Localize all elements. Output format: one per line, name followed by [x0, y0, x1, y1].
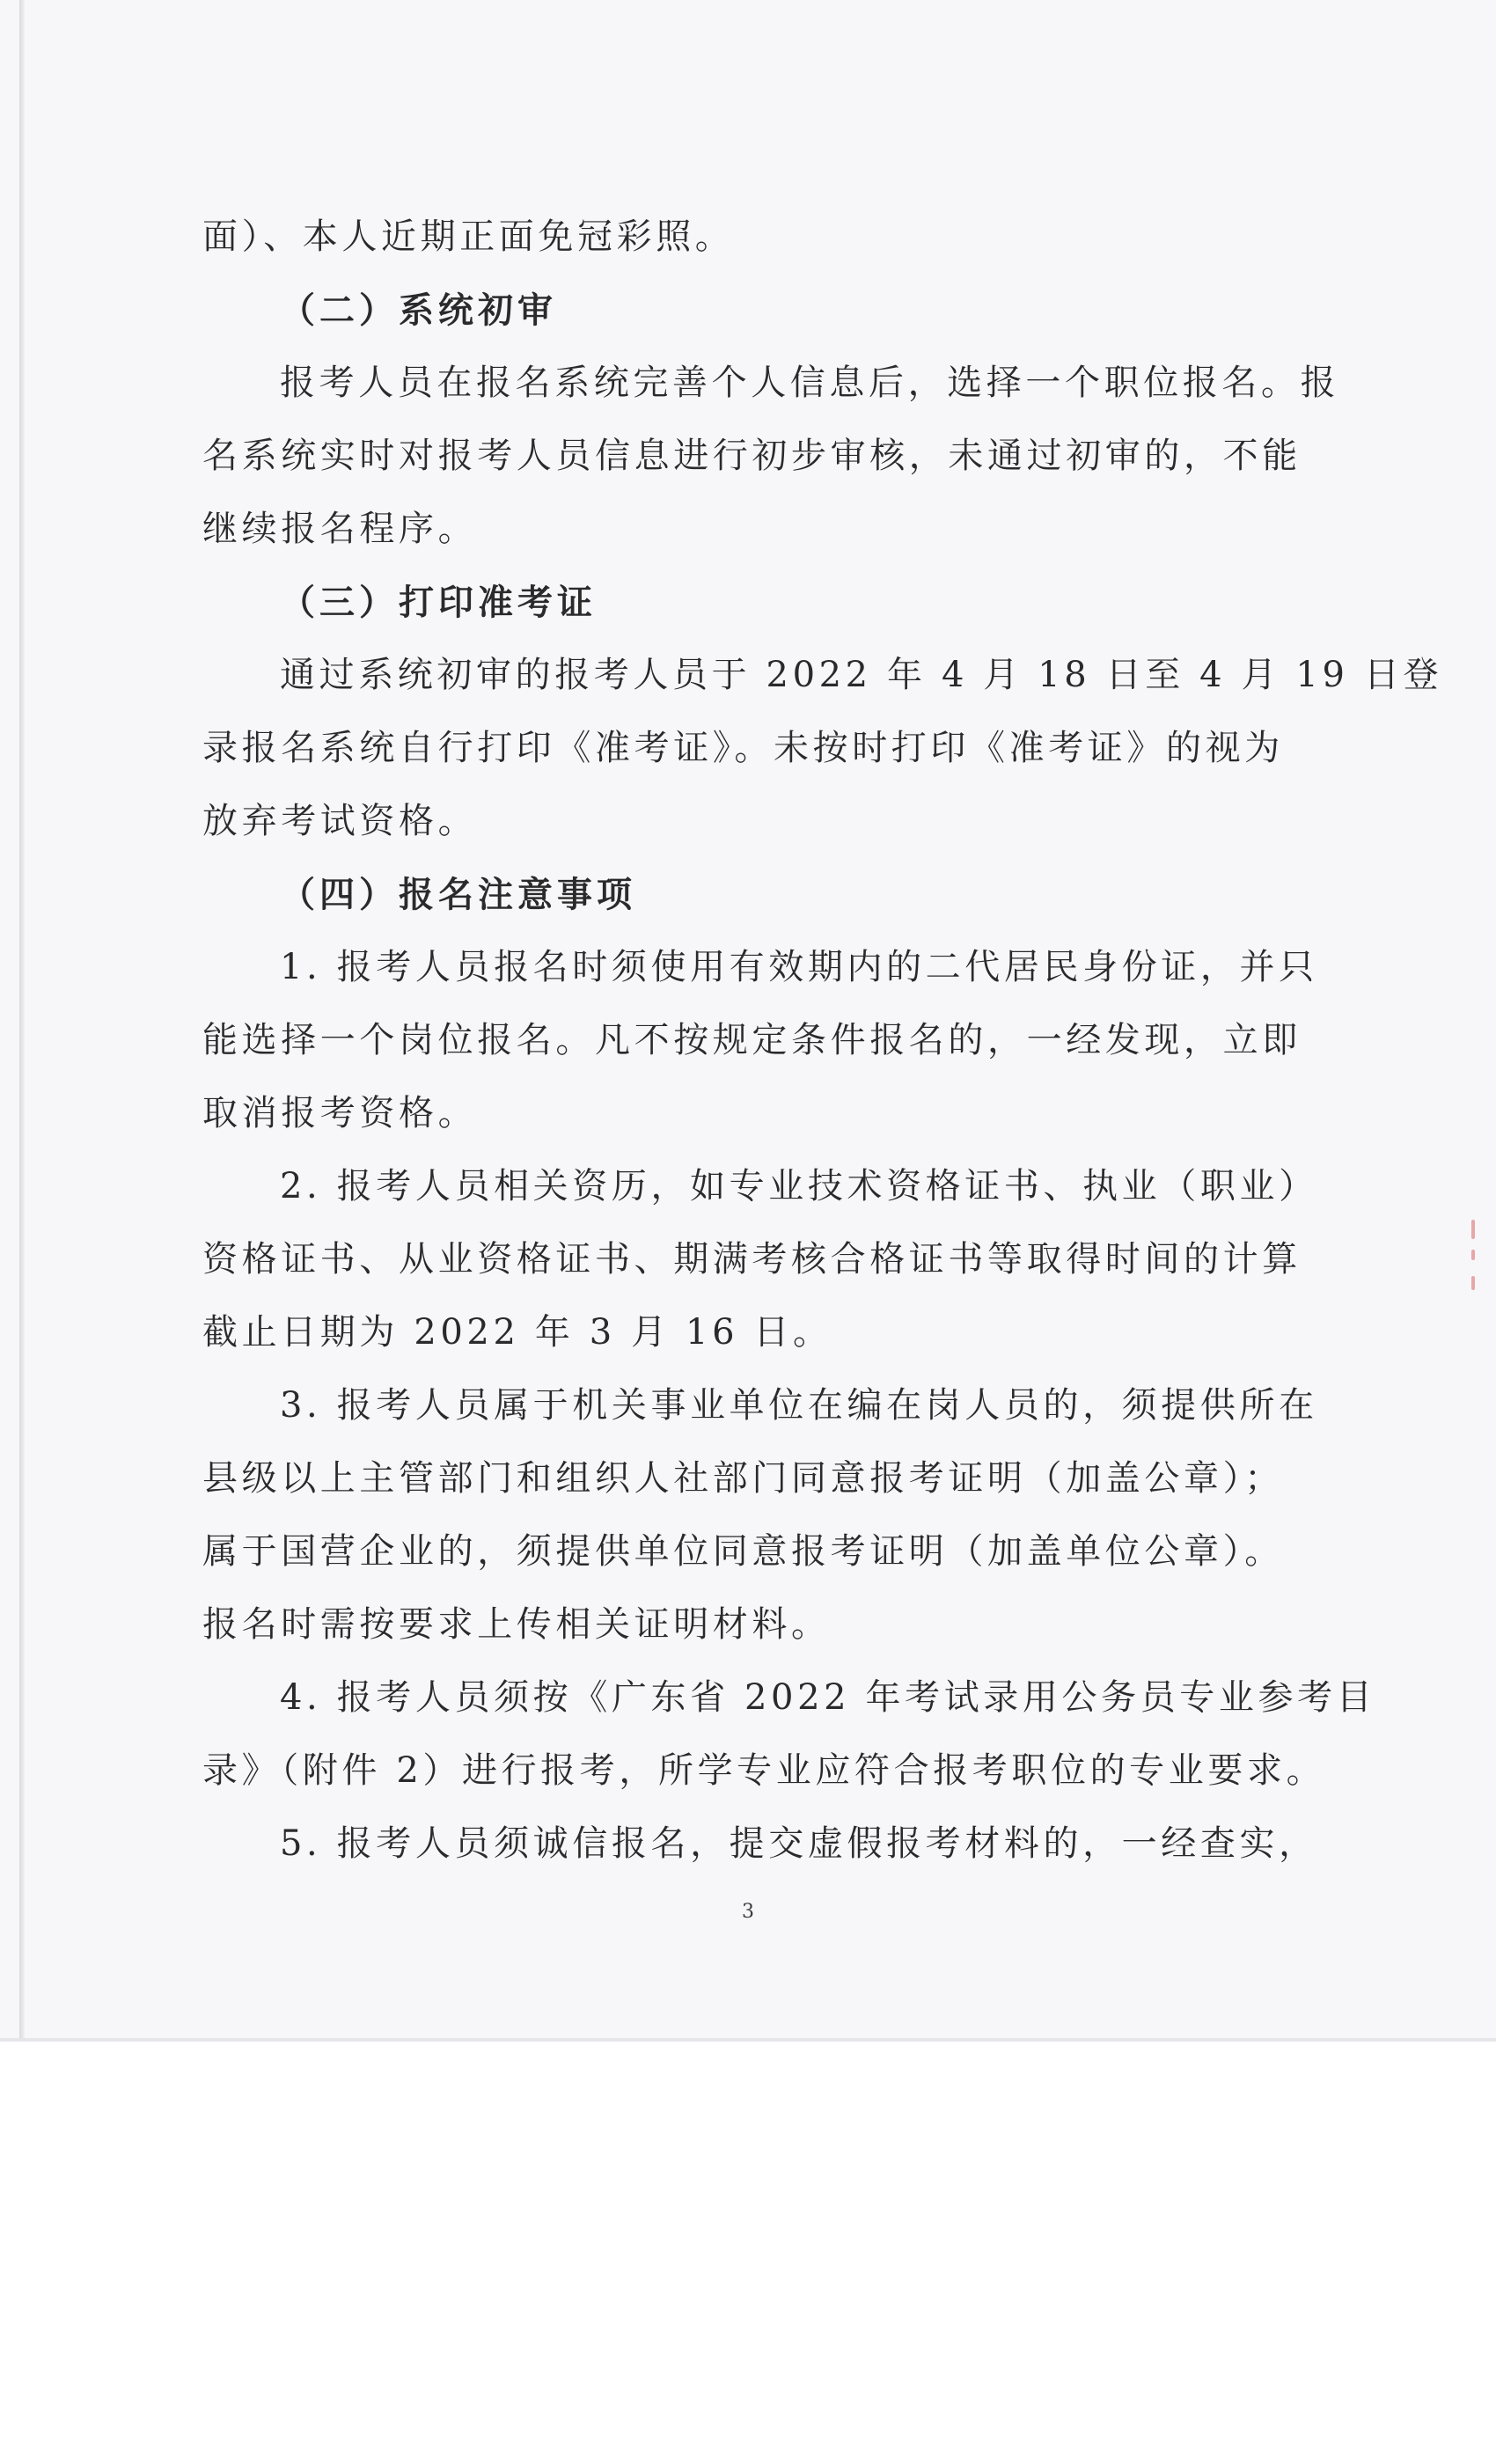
text-line: 截止日期为 2022 年 3 月 16 日。	[202, 1312, 832, 1353]
page-bottom-edge	[0, 2038, 1496, 2042]
text-line: 名系统实时对报考人员信息进行初步审核，未通过初审的，不能	[202, 436, 1302, 476]
red-margin-mark	[1471, 1276, 1475, 1290]
text-line: 报考人员在报名系统完善个人信息后，选择一个职位报名。报	[280, 363, 1340, 403]
text-line: 报名时需按要求上传相关证明材料。	[202, 1604, 831, 1645]
text-line: 录》（附件 2）进行报考，所学专业应符合报考职位的专业要求。	[202, 1750, 1326, 1791]
text-line: 4. 报考人员须按《广东省 2022 年考试录用公务员专业参考目	[280, 1677, 1376, 1718]
document-body	[202, 201, 1443, 1881]
text-line: 县级以上主管部门和组织人社部门同意报考证明（加盖公章）；	[202, 1458, 1284, 1499]
text-line: 2. 报考人员相关资历，如专业技术资格证书、执业（职业）	[280, 1166, 1318, 1206]
text-line: 3. 报考人员属于机关事业单位在编在岗人员的，须提供所在	[280, 1385, 1318, 1426]
text-line: 能选择一个岗位报名。凡不按规定条件报名的，一经发现，立即	[202, 1020, 1302, 1060]
section-heading: （四）报名注意事项	[280, 874, 636, 915]
text-line: 录报名系统自行打印《准考证》。未按时打印《准考证》的视为	[202, 728, 1284, 768]
page-number: 3	[742, 1901, 754, 1923]
text-line: 1. 报考人员报名时须使用有效期内的二代居民身份证，并只	[280, 947, 1318, 987]
text-line: 放弃考试资格。	[202, 801, 478, 841]
text-line: 面）、本人近期正面免冠彩照。	[202, 216, 735, 257]
page-left-edge	[19, 0, 25, 2040]
text-line: 属于国营企业的，须提供单位同意报考证明（加盖单位公章）。	[202, 1531, 1284, 1572]
text-line: 取消报考资格。	[202, 1093, 478, 1133]
section-heading: （三）打印准考证	[280, 582, 597, 623]
red-margin-mark	[1471, 1250, 1475, 1260]
section-heading: （二）系统初审	[280, 290, 557, 331]
text-line: 继续报名程序。	[202, 509, 478, 549]
red-margin-mark	[1471, 1220, 1475, 1239]
text-line: 5. 报考人员须诚信报名，提交虚假报考材料的，一经查实，	[280, 1823, 1318, 1864]
text-line: 资格证书、从业资格证书、期满考核合格证书等取得时间的计算	[202, 1239, 1302, 1280]
text-line: 通过系统初审的报考人员于 2022 年 4 月 18 日至 4 月 19 日登	[280, 655, 1443, 695]
